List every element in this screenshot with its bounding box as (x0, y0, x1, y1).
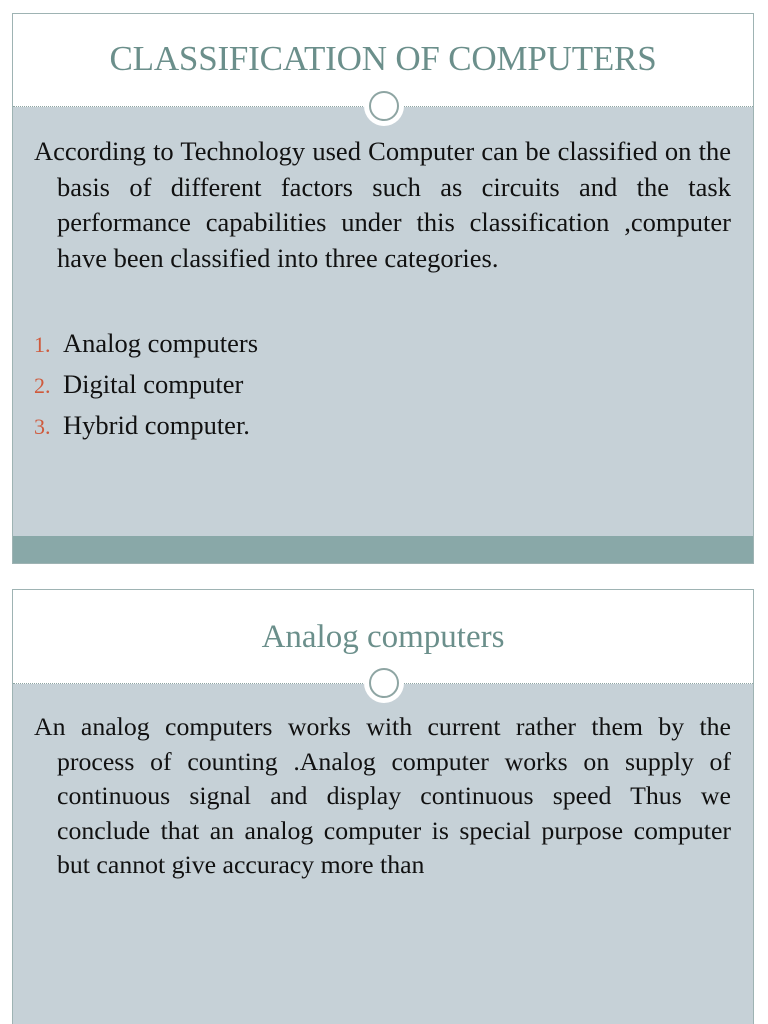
slide-body-text: According to Technology used Computer can be classified on the basis of different factors such as circuits and the task performance capabilities under this classification ,computer have been classified into three categories. (34, 136, 731, 273)
list-item-text: Hybrid computer. (63, 410, 250, 440)
list-number: 1. (34, 332, 51, 357)
list-number: 2. (34, 373, 51, 398)
list-item-text: Digital computer (63, 369, 244, 399)
circle-ornament-icon (364, 86, 404, 126)
list-number: 3. (34, 414, 51, 439)
list-item-text: Analog computers (63, 328, 259, 358)
list-item (34, 367, 258, 408)
slide-analog-computers (12, 589, 754, 1024)
category-list (34, 326, 258, 449)
slide-classification (12, 13, 754, 564)
list-item (34, 326, 258, 367)
slide-body-text: An analog computers works with current rather them by the process of counting .Analog computer works on supply of continuous signal and display continuous speed Thus we conclude that an analog computer is special purpose computer but cannot give accuracy more than (34, 712, 731, 879)
slide-title: CLASSIFICATION OF COMPUTERS (109, 39, 657, 78)
slide-footer-band (13, 536, 753, 563)
slide-title: Analog computers (261, 619, 505, 655)
list-item (34, 408, 258, 449)
circle-ornament-icon (364, 663, 404, 703)
